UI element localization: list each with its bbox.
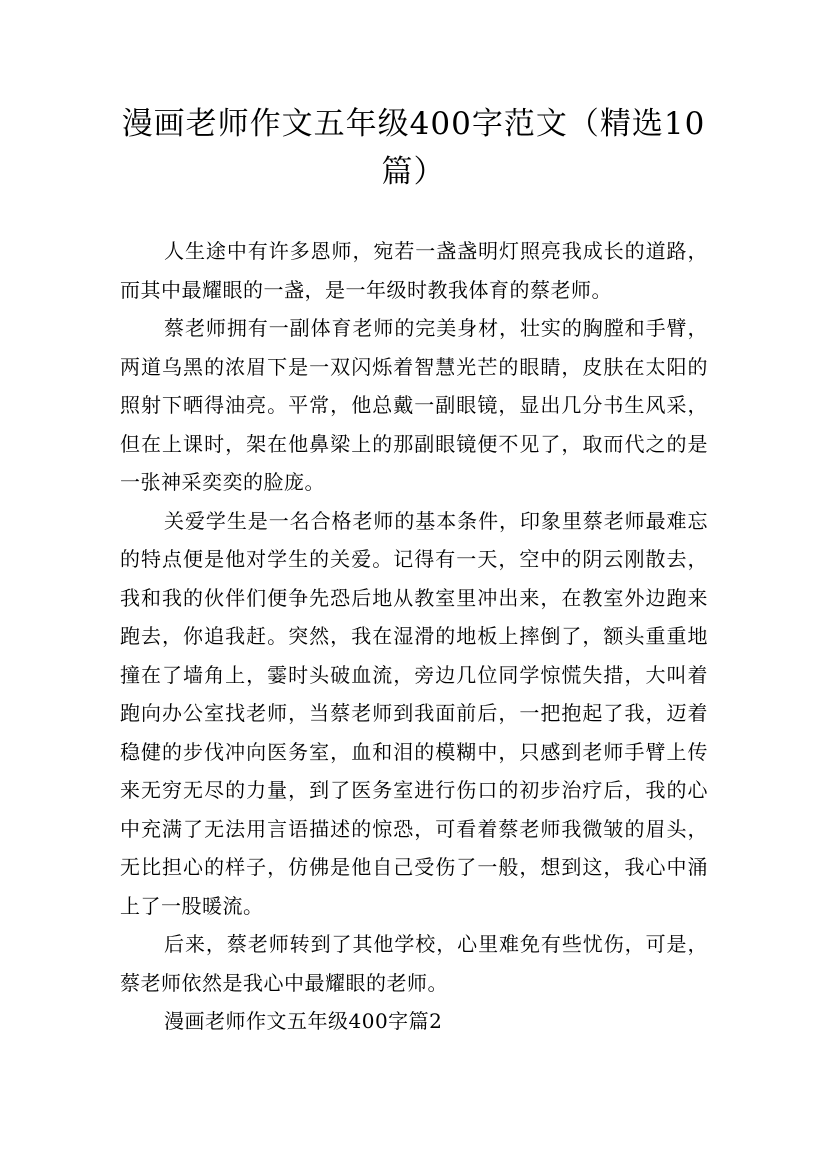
paragraph-3: 关爱学生是一名合格老师的基本条件，印象里蔡老师最难忘的特点便是他对学生的关爱。记得有一天，空中的阴云刚散去，我和我的伙伴们便争先恐后地从教室里冲出来，在教室外边跑来跑去，你追我赶。突然，我在湿滑的地板上摔倒了，额头重重地撞在了墙角上，霎时头破血流，旁边几位同学惊慌失措，大叫着跑向办公室找老师，当蔡老师到我面前后，一把抱起了我，迈着稳健的步伐冲向医务室，血和泪的模糊中，只感到老师手臂上传来无穷无尽的力量，到了医务室进行伤口的初步治疗后，我的心中充满了无法用言语描述的惊恐，可看着蔡老师我微皱的眉头，无比担心的样子，仿佛是他自己受伤了一般，想到这，我心中涌上了一股暖流。 [120,508,708,918]
paragraph-2: 蔡老师拥有一副体育老师的完美身材，壮实的胸膛和手臂，两道乌黑的浓眉下是一双闪烁着智慧光芒的眼睛，皮肤在太阳的照射下晒得油亮。平常，他总戴一副眼镜，显出几分书生风采，但在上课时，架在他鼻梁上的那副眼镜便不见了，取而代之的是一张神采奕奕的脸庞。 [120,316,708,494]
section-heading: 漫画老师作文五年级400字篇2 [164,1009,443,1033]
paragraph-4: 后来，蔡老师转到了其他学校，心里难免有些忧伤，可是，蔡老师依然是我心中最耀眼的老师。 [120,932,708,995]
document-body [120,232,708,1041]
paragraph-1: 人生途中有许多恩师，宛若一盏盏明灯照亮我成长的道路，而其中最耀眼的一盏，是一年级时教我体育的蔡老师。 [120,239,708,302]
document-title: 漫画老师作文五年级400字范文（精选10篇） [121,106,706,190]
